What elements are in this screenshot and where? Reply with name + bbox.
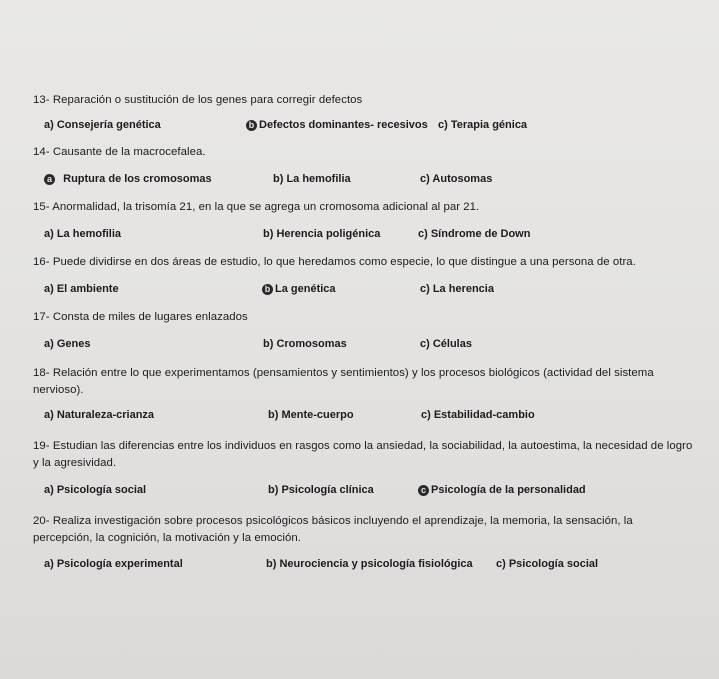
q15-option-c[interactable]: c) Síndrome de Down bbox=[418, 228, 531, 240]
circled-answer-mark: c bbox=[418, 485, 429, 496]
q19-option-b[interactable]: b) Psicología clínica bbox=[268, 484, 374, 496]
circled-answer-mark: a bbox=[44, 174, 55, 185]
question-20: 20- Realiza investigación sobre procesos psicológicos básicos incluyendo el aprendizaje, la memoria, la sensación, la percepción, la cognición, la motivación y la emoción. bbox=[33, 515, 633, 544]
q18-option-b[interactable]: b) Mente-cuerpo bbox=[268, 409, 354, 421]
q13-option-a[interactable]: a) Consejería genética bbox=[44, 119, 161, 131]
q17-option-b[interactable]: b) Cromosomas bbox=[263, 338, 347, 350]
q14-option-a[interactable] bbox=[44, 173, 212, 185]
circled-answer-mark: b bbox=[246, 120, 257, 131]
q20-option-b[interactable]: b) Neurociencia y psicología fisiológica bbox=[266, 558, 473, 570]
q16-option-c[interactable]: c) La herencia bbox=[420, 283, 494, 295]
q16-option-b-text: La genética bbox=[275, 283, 336, 295]
q19-option-c-text: Psicología de la personalidad bbox=[431, 484, 586, 496]
question-16: 16- Puede dividirse en dos áreas de estudio, lo que heredamos como especie, lo que distingue a una persona de otra. bbox=[33, 256, 636, 268]
q20-option-c[interactable]: c) Psicología social bbox=[496, 558, 599, 570]
q16-option-b[interactable] bbox=[262, 283, 336, 295]
q14-option-b[interactable]: b) La hemofilia bbox=[273, 173, 351, 185]
q20-option-a[interactable]: a) Psicología experimental bbox=[44, 558, 183, 570]
q19-option-a[interactable]: a) Psicología social bbox=[44, 484, 147, 496]
circled-answer-mark: b bbox=[262, 284, 273, 295]
q17-option-c[interactable]: c) Células bbox=[420, 338, 472, 350]
q15-option-a[interactable]: a) La hemofilia bbox=[44, 228, 122, 240]
q16-option-a[interactable]: a) El ambiente bbox=[44, 283, 119, 295]
q13-option-b-text: Defectos dominantes- recesivos bbox=[259, 119, 428, 131]
question-18: 18- Relación entre lo que experimentamos (pensamientos y sentimientos) y los procesos biológicos (actividad del sistema nervioso). bbox=[33, 367, 654, 396]
q13-option-c[interactable]: c) Terapia génica bbox=[438, 119, 528, 131]
question-17: 17- Consta de miles de lugares enlazados bbox=[33, 311, 248, 323]
question-19: 19- Estudian las diferencias entre los individuos en rasgos como la ansiedad, la sociabilidad, la autoestima, la necesidad de logro y la agresividad. bbox=[33, 440, 693, 469]
q18-option-a[interactable]: a) Naturaleza-crianza bbox=[44, 409, 155, 421]
q14-option-c[interactable]: c) Autosomas bbox=[420, 173, 493, 185]
question-14: 14- Causante de la macrocefalea. bbox=[33, 146, 206, 158]
q15-option-b[interactable]: b) Herencia poligénica bbox=[263, 228, 381, 240]
q13-option-b[interactable] bbox=[246, 119, 428, 131]
q19-option-c[interactable] bbox=[418, 484, 586, 496]
q17-option-a[interactable]: a) Genes bbox=[44, 338, 91, 350]
q18-option-c[interactable]: c) Estabilidad-cambio bbox=[421, 409, 535, 421]
q14-option-a-text: Ruptura de los cromosomas bbox=[63, 173, 212, 185]
question-15: 15- Anormalidad, la trisomía 21, en la que se agrega un cromosoma adicional al par 21. bbox=[33, 201, 480, 213]
question-13: 13- Reparación o sustitución de los genes para corregir defectos bbox=[33, 94, 363, 106]
